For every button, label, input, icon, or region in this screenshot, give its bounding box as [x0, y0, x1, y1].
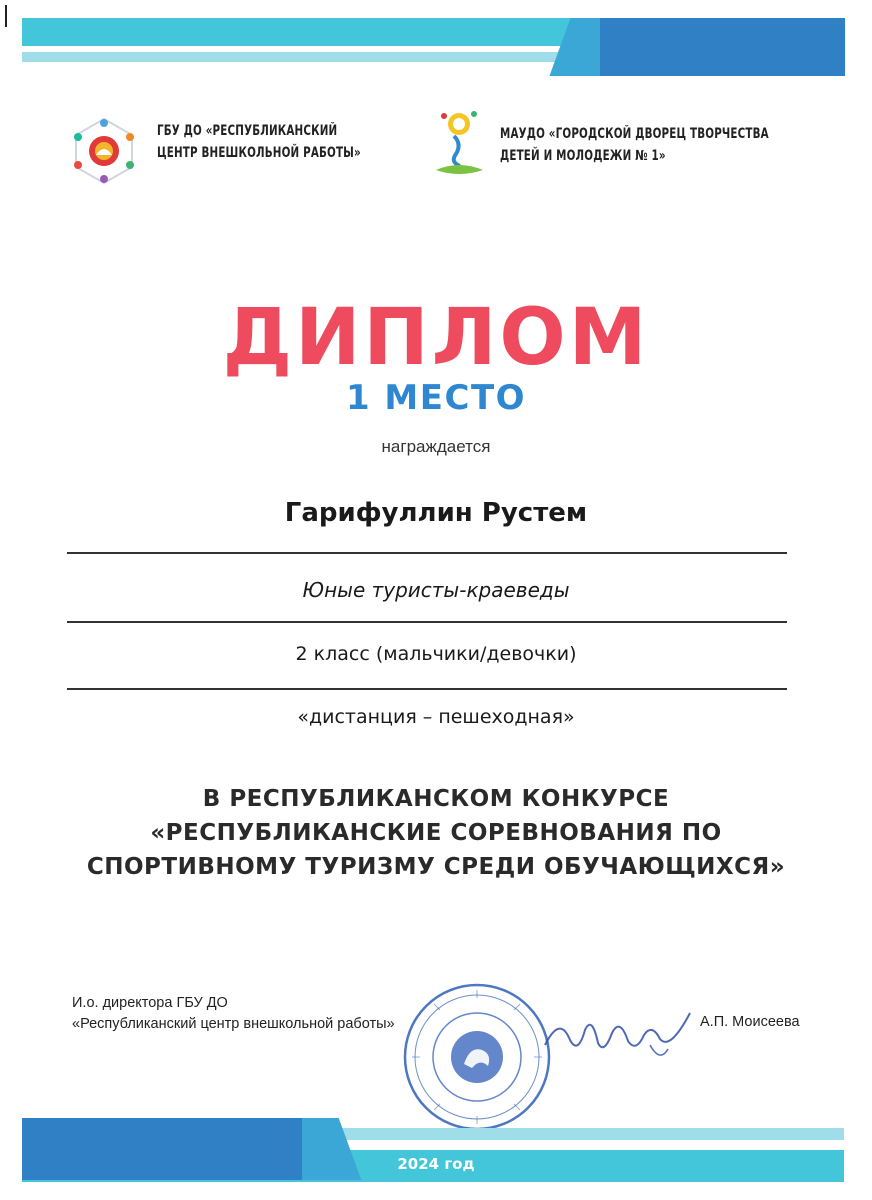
org2-line1: МАУДО «ГОРОДСКОЙ ДВОРЕЦ ТВОРЧЕСТВА [500, 126, 769, 142]
signer-position [72, 993, 395, 1035]
contest-title [0, 782, 872, 884]
year-label: 2024 год [397, 1155, 475, 1173]
org1-name [157, 120, 361, 164]
signer-position-line2: «Республиканский центр внешкольной работы» [72, 1016, 395, 1032]
place-label: 1 МЕСТО [345, 378, 527, 418]
class-text: 2 класс (мальчики/девочки) [295, 643, 577, 665]
awarded-label: награждается [381, 437, 491, 456]
signer-position-line1: И.о. директора ГБУ ДО [72, 995, 228, 1011]
org2-name [500, 123, 769, 167]
category-text: Юные туристы-краеведы [302, 578, 570, 602]
divider-line [67, 688, 787, 690]
gdtm-logo-icon [432, 108, 487, 180]
rcvr-logo-icon [70, 117, 138, 185]
org2-line2: ДЕТЕЙ И МОЛОДЕЖИ № 1» [500, 148, 666, 164]
handwritten-signature-icon [540, 1005, 700, 1065]
bottom-band-light [300, 1128, 844, 1140]
divider-line [67, 552, 787, 554]
distance-text: «дистанция – пешеходная» [297, 706, 575, 728]
scan-corner-mark [5, 5, 7, 27]
contest-line1: В РЕСПУБЛИКАНСКОМ КОНКУРСЕ [202, 786, 670, 812]
official-stamp-icon [402, 982, 552, 1132]
top-band-blue [600, 18, 845, 76]
contest-line2: «РЕСПУБЛИКАНСКИЕ СОРЕВНОВАНИЯ ПО [150, 820, 722, 846]
signer-name: А.П. Моисеева [700, 1014, 800, 1030]
diploma-title: ДИПЛОМ [222, 293, 650, 383]
divider-line [67, 621, 787, 623]
recipient-name: Гарифуллин Рустем [284, 498, 588, 528]
top-band-light [22, 52, 602, 62]
org1-line1: ГБУ ДО «РЕСПУБЛИКАНСКИЙ [157, 123, 338, 139]
org1-line2: ЦЕНТР ВНЕШКОЛЬНОЙ РАБОТЫ» [157, 145, 361, 161]
contest-line3: СПОРТИВНОМУ ТУРИЗМУ СРЕДИ ОБУЧАЮЩИХСЯ» [86, 854, 786, 880]
